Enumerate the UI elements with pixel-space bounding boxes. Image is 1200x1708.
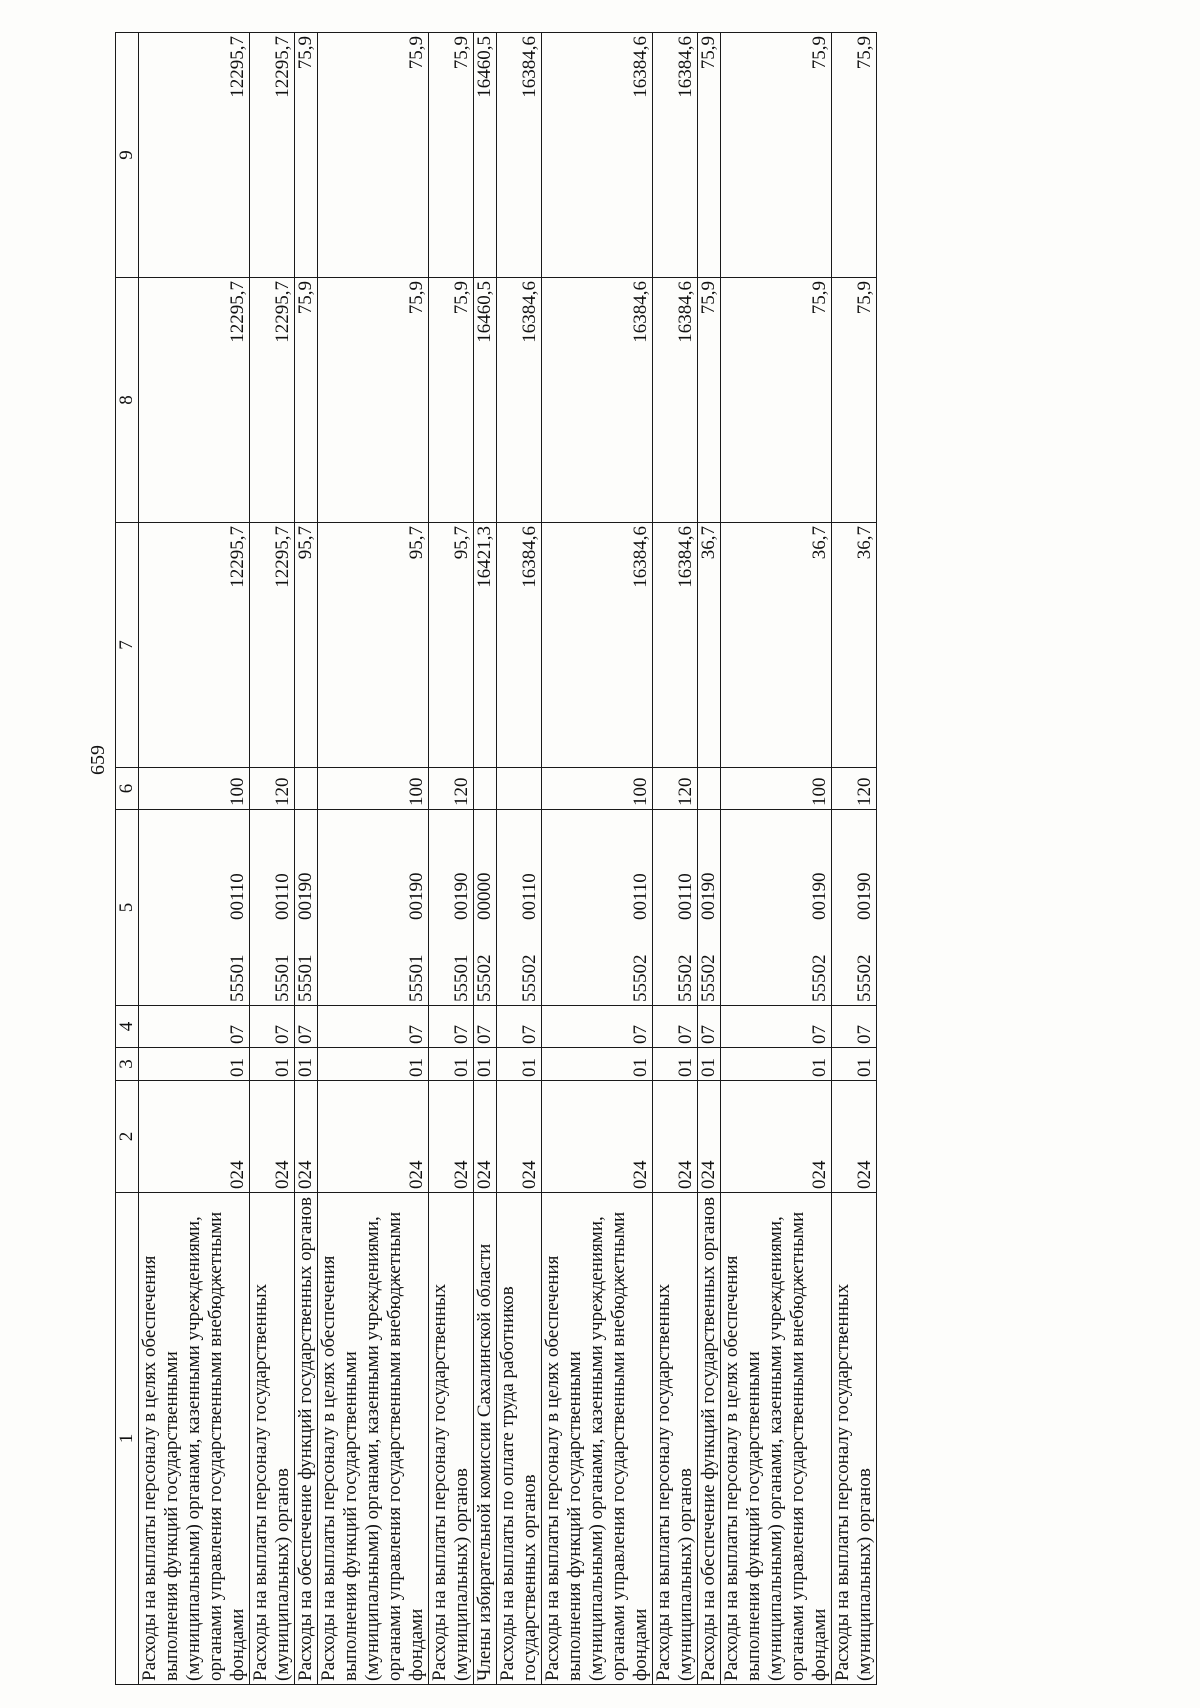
direction-code: 00110 bbox=[630, 873, 651, 920]
expense-type-cell: 120 bbox=[429, 768, 474, 810]
column-header: 2 bbox=[116, 1081, 139, 1193]
table-row bbox=[542, 33, 653, 1685]
subsection-code-cell: 07 bbox=[318, 1006, 429, 1048]
amount-cell: 75,9 bbox=[698, 278, 721, 523]
ministry-code-cell: 024 bbox=[497, 1081, 542, 1193]
direction-code: 00190 bbox=[406, 872, 427, 920]
section-code-cell: 01 bbox=[318, 1048, 429, 1081]
program-code: 55501 bbox=[295, 954, 316, 1002]
section-code-cell: 01 bbox=[295, 1048, 318, 1081]
ministry-code-cell: 024 bbox=[250, 1081, 295, 1193]
target-article-cell bbox=[139, 810, 250, 1006]
subsection-code-cell: 07 bbox=[698, 1006, 721, 1048]
row-name-cell: Члены избирательной комиссии Сахалинской области bbox=[474, 1193, 497, 1685]
expense-type-cell: 100 bbox=[318, 768, 429, 810]
program-code: 55502 bbox=[675, 954, 696, 1002]
subsection-code-cell: 07 bbox=[139, 1006, 250, 1048]
program-code: 55502 bbox=[854, 954, 875, 1002]
subsection-code-cell: 07 bbox=[474, 1006, 497, 1048]
table-row bbox=[139, 33, 250, 1685]
ministry-code-cell: 024 bbox=[698, 1081, 721, 1193]
ministry-code-cell: 024 bbox=[318, 1081, 429, 1193]
amount-cell: 16384,6 bbox=[497, 278, 542, 523]
amount-cell: 75,9 bbox=[832, 278, 877, 523]
ministry-code-cell: 024 bbox=[832, 1081, 877, 1193]
table-row bbox=[295, 33, 318, 1685]
header-row bbox=[116, 33, 139, 1685]
amount-cell: 75,9 bbox=[429, 33, 474, 278]
row-name-cell: Расходы на выплаты персоналу государственных (муниципальных) органов bbox=[832, 1193, 877, 1685]
target-article-cell bbox=[474, 810, 497, 1006]
subsection-code-cell: 07 bbox=[429, 1006, 474, 1048]
expense-type-cell: 100 bbox=[721, 768, 832, 810]
table-row bbox=[653, 33, 698, 1685]
row-name-cell: Расходы на выплаты по оплате труда работников государственных органов bbox=[497, 1193, 542, 1685]
target-article-cell bbox=[295, 810, 318, 1006]
budget-table bbox=[115, 32, 877, 1685]
expense-type-cell bbox=[698, 768, 721, 810]
amount-cell: 16384,6 bbox=[497, 33, 542, 278]
program-code: 55502 bbox=[474, 954, 495, 1002]
table-row bbox=[318, 33, 429, 1685]
column-header: 8 bbox=[116, 278, 139, 523]
section-code-cell: 01 bbox=[698, 1048, 721, 1081]
amount-cell: 16384,6 bbox=[653, 33, 698, 278]
ministry-code-cell: 024 bbox=[295, 1081, 318, 1193]
target-article-cell bbox=[832, 810, 877, 1006]
direction-code: 00000 bbox=[474, 872, 495, 920]
ministry-code-cell: 024 bbox=[653, 1081, 698, 1193]
program-code: 55502 bbox=[809, 954, 830, 1002]
section-code-cell: 01 bbox=[497, 1048, 542, 1081]
expense-type-cell: 120 bbox=[832, 768, 877, 810]
amount-cell: 75,9 bbox=[295, 33, 318, 278]
subsection-code-cell: 07 bbox=[832, 1006, 877, 1048]
program-code: 55502 bbox=[519, 954, 540, 1002]
table-row bbox=[832, 33, 877, 1685]
column-header: 7 bbox=[116, 523, 139, 768]
section-code-cell: 01 bbox=[542, 1048, 653, 1081]
table-body bbox=[139, 33, 877, 1685]
program-code: 55502 bbox=[698, 954, 719, 1002]
amount-cell: 75,9 bbox=[429, 278, 474, 523]
target-article-cell bbox=[318, 810, 429, 1006]
target-article-cell bbox=[542, 810, 653, 1006]
column-header: 4 bbox=[116, 1006, 139, 1048]
row-name-cell: Расходы на выплаты персоналу государственных (муниципальных) органов bbox=[429, 1193, 474, 1685]
subsection-code-cell: 07 bbox=[295, 1006, 318, 1048]
row-name-cell: Расходы на выплаты персоналу в целях обеспечения выполнения функций государственными (муниципальными) органами, казенными учреждениями, органами управления государственными внебюджетными фондами bbox=[318, 1193, 429, 1685]
target-article-cell bbox=[497, 810, 542, 1006]
amount-cell: 36,7 bbox=[698, 523, 721, 768]
amount-cell: 75,9 bbox=[832, 33, 877, 278]
direction-code: 00110 bbox=[272, 873, 293, 920]
rotated-table-sheet bbox=[83, 33, 1093, 1685]
direction-code: 00190 bbox=[451, 872, 472, 920]
amount-cell: 16384,6 bbox=[542, 523, 653, 768]
row-name-cell: Расходы на выплаты персоналу государственных (муниципальных) органов bbox=[250, 1193, 295, 1685]
amount-cell: 36,7 bbox=[721, 523, 832, 768]
ministry-code-cell: 024 bbox=[542, 1081, 653, 1193]
table-row bbox=[474, 33, 497, 1685]
amount-cell: 12295,7 bbox=[139, 33, 250, 278]
amount-cell: 16421,3 bbox=[474, 523, 497, 768]
direction-code: 00190 bbox=[295, 872, 316, 920]
ministry-code-cell: 024 bbox=[474, 1081, 497, 1193]
row-name-cell: Расходы на обеспечение функций государственных органов bbox=[295, 1193, 318, 1685]
section-code-cell: 01 bbox=[429, 1048, 474, 1081]
page-number: 659 bbox=[87, 745, 109, 775]
program-code: 55501 bbox=[272, 954, 293, 1002]
row-name-cell: Расходы на выплаты персоналу в целях обеспечения выполнения функций государственными (муниципальными) органами, казенными учреждениями, органами управления государственными внебюджетными фондами bbox=[542, 1193, 653, 1685]
row-name-cell: Расходы на выплаты персоналу в целях обеспечения выполнения функций государственными (муниципальными) органами, казенными учреждениями, органами управления государственными внебюджетными фондами bbox=[721, 1193, 832, 1685]
amount-cell: 12295,7 bbox=[250, 33, 295, 278]
amount-cell: 36,7 bbox=[832, 523, 877, 768]
amount-cell: 95,7 bbox=[429, 523, 474, 768]
amount-cell: 16460,5 bbox=[474, 33, 497, 278]
direction-code: 00190 bbox=[698, 872, 719, 920]
direction-code: 00110 bbox=[519, 873, 540, 920]
amount-cell: 16384,6 bbox=[653, 278, 698, 523]
amount-cell: 16460,5 bbox=[474, 278, 497, 523]
amount-cell: 16384,6 bbox=[497, 523, 542, 768]
ministry-code-cell: 024 bbox=[139, 1081, 250, 1193]
ministry-code-cell: 024 bbox=[721, 1081, 832, 1193]
subsection-code-cell: 07 bbox=[721, 1006, 832, 1048]
column-header: 5 bbox=[116, 810, 139, 1006]
column-header: 3 bbox=[116, 1048, 139, 1081]
amount-cell: 16384,6 bbox=[653, 523, 698, 768]
amount-cell: 75,9 bbox=[295, 278, 318, 523]
target-article-cell bbox=[429, 810, 474, 1006]
program-code: 55502 bbox=[630, 954, 651, 1002]
amount-cell: 16384,6 bbox=[542, 278, 653, 523]
expense-type-cell: 120 bbox=[250, 768, 295, 810]
subsection-code-cell: 07 bbox=[250, 1006, 295, 1048]
subsection-code-cell: 07 bbox=[542, 1006, 653, 1048]
amount-cell: 75,9 bbox=[318, 278, 429, 523]
section-code-cell: 01 bbox=[474, 1048, 497, 1081]
target-article-cell bbox=[250, 810, 295, 1006]
program-code: 55501 bbox=[406, 954, 427, 1002]
amount-cell: 12295,7 bbox=[139, 523, 250, 768]
row-name-cell: Расходы на выплаты персоналу в целях обеспечения выполнения функций государственными (муниципальными) органами, казенными учреждениями, органами управления государственными внебюджетными фондами bbox=[139, 1193, 250, 1685]
direction-code: 00190 bbox=[854, 872, 875, 920]
row-name-cell: Расходы на выплаты персоналу государственных (муниципальных) органов bbox=[653, 1193, 698, 1685]
section-code-cell: 01 bbox=[721, 1048, 832, 1081]
target-article-cell bbox=[653, 810, 698, 1006]
program-code: 55501 bbox=[451, 954, 472, 1002]
target-article-cell bbox=[698, 810, 721, 1006]
direction-code: 00110 bbox=[675, 873, 696, 920]
expense-type-cell bbox=[295, 768, 318, 810]
column-header: 9 bbox=[116, 33, 139, 278]
table-row bbox=[429, 33, 474, 1685]
amount-cell: 16384,6 bbox=[542, 33, 653, 278]
direction-code: 00110 bbox=[227, 873, 248, 920]
program-code: 55501 bbox=[227, 954, 248, 1002]
amount-cell: 75,9 bbox=[698, 33, 721, 278]
section-code-cell: 01 bbox=[653, 1048, 698, 1081]
ministry-code-cell: 024 bbox=[429, 1081, 474, 1193]
amount-cell: 95,7 bbox=[295, 523, 318, 768]
target-article-cell bbox=[721, 810, 832, 1006]
expense-type-cell: 100 bbox=[542, 768, 653, 810]
column-header: 6 bbox=[116, 768, 139, 810]
section-code-cell: 01 bbox=[139, 1048, 250, 1081]
page-number-area bbox=[83, 33, 113, 1685]
amount-cell: 75,9 bbox=[318, 33, 429, 278]
expense-type-cell: 120 bbox=[653, 768, 698, 810]
table-row bbox=[698, 33, 721, 1685]
direction-code: 00190 bbox=[809, 872, 830, 920]
amount-cell: 75,9 bbox=[721, 278, 832, 523]
amount-cell: 12295,7 bbox=[250, 523, 295, 768]
table-row bbox=[721, 33, 832, 1685]
subsection-code-cell: 07 bbox=[497, 1006, 542, 1048]
expense-type-cell bbox=[474, 768, 497, 810]
amount-cell: 95,7 bbox=[318, 523, 429, 768]
expense-type-cell: 100 bbox=[139, 768, 250, 810]
column-header: 1 bbox=[116, 1193, 139, 1685]
table-row bbox=[497, 33, 542, 1685]
amount-cell: 75,9 bbox=[721, 33, 832, 278]
section-code-cell: 01 bbox=[250, 1048, 295, 1081]
row-name-cell: Расходы на обеспечение функций государственных органов bbox=[698, 1193, 721, 1685]
amount-cell: 12295,7 bbox=[250, 278, 295, 523]
subsection-code-cell: 07 bbox=[653, 1006, 698, 1048]
expense-type-cell bbox=[497, 768, 542, 810]
amount-cell: 12295,7 bbox=[139, 278, 250, 523]
section-code-cell: 01 bbox=[832, 1048, 877, 1081]
table-row bbox=[250, 33, 295, 1685]
